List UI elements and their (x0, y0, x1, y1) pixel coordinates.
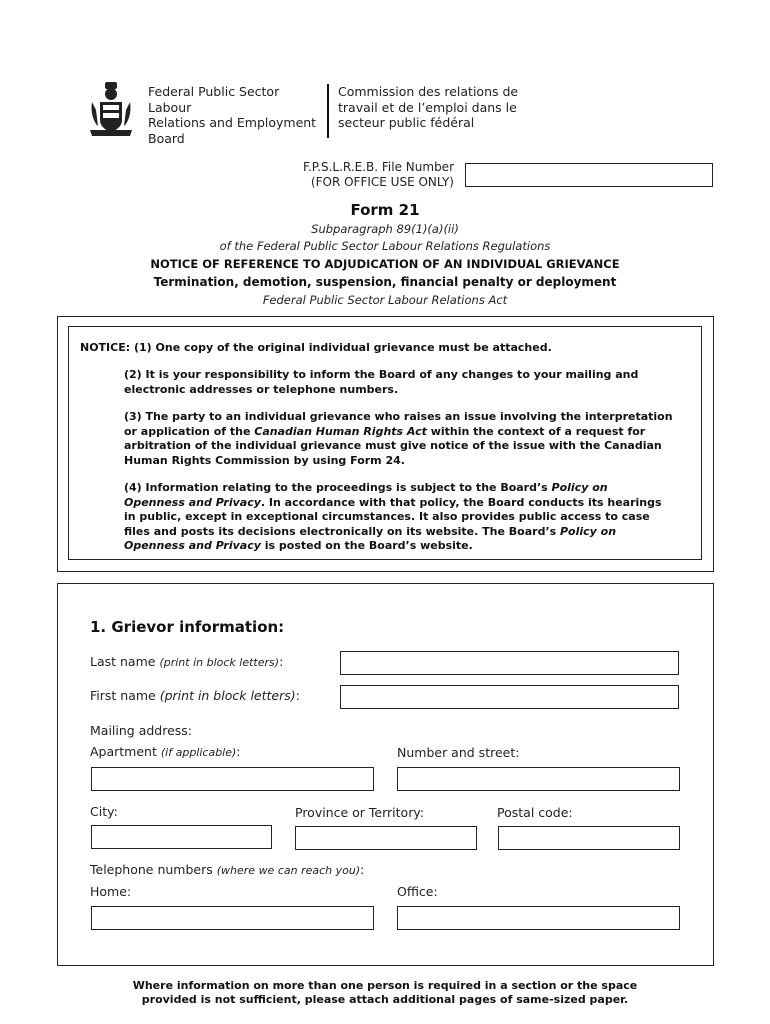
header-divider (327, 84, 329, 138)
subtitle: Termination, demotion, suspension, financial penalty or deployment (153, 275, 617, 289)
last-name-label: Last name (print in block letters): (90, 654, 284, 669)
number-street-label: Number and street: (397, 745, 520, 760)
office-label: Office: (397, 884, 438, 899)
notice-item-4: (4) Information relating to the proceedings is subject to the Board’s Policy on Openness and Privacy. In accordance with that policy, the Board conducts its hearings in public, except in exceptional circumstances. It also provides public access to case files and posts its decisions electronically on its website. The Board’s Policy on Openness and Privacy is posted on the Board’s website. (124, 481, 662, 552)
first-name-label: First name (print in block letters): (90, 688, 300, 703)
apartment-input[interactable] (91, 767, 374, 791)
coat-of-arms-icon (88, 80, 134, 138)
street-input[interactable] (397, 767, 680, 791)
file-number-label: F.P.S.L.R.E.B. File Number (FOR OFFICE USE ONLY) (303, 160, 454, 189)
first-name-input[interactable] (340, 685, 679, 709)
office-phone-input[interactable] (397, 906, 680, 930)
mailing-address-label: Mailing address: (90, 723, 193, 738)
french-org-name: Commission des relations de travail et de l’emploi dans le secteur public fédéral (338, 84, 519, 130)
postal-code-label: Postal code: (497, 805, 573, 820)
home-phone-input[interactable] (91, 906, 374, 930)
notice-item-2: (2) It is your responsibility to inform the Board of any changes to your mailing and electronic addresses or telephone numbers. (124, 368, 639, 396)
city-input[interactable] (91, 825, 272, 849)
notice-item-1: NOTICE: (1) One copy of the original individual grievance must be attached. (80, 341, 552, 354)
subparagraph: Subparagraph 89(1)(a)(ii) (311, 222, 459, 236)
notice-item-3: (3) The party to an individual grievance who raises an issue involving the interpretation or application of the Canadian Human Rights Act within the context of a request for arbitration of the individual grievance must give notice of the issue with the Canadian Human Rights Commission by using Form 24. (124, 410, 673, 467)
notice-title: NOTICE OF REFERENCE TO ADJUDICATION OF AN INDIVIDUAL GRIEVANCE (150, 257, 620, 271)
last-name-input[interactable] (340, 651, 679, 675)
file-number-field[interactable] (465, 163, 713, 187)
telephone-label: Telephone numbers (where we can reach you): (90, 862, 365, 877)
home-label: Home: (90, 884, 132, 899)
province-label: Province or Territory: (295, 805, 425, 820)
english-org-name: Federal Public Sector Labour Relations and Employment Board (148, 84, 317, 146)
act-name: Federal Public Sector Labour Relations Act (262, 293, 508, 307)
apartment-label: Apartment (if applicable): (90, 744, 241, 759)
section-heading: 1. Grievor information: (90, 618, 285, 636)
form-title: Form 21 (350, 201, 420, 219)
footer-note: Where information on more than one person is required in a section or the space provided is not sufficient, please attach additional pages of same-sized paper. (132, 979, 638, 1006)
province-input[interactable] (295, 826, 477, 850)
city-label: City: (90, 804, 118, 819)
postal-code-input[interactable] (498, 826, 680, 850)
regulations: of the Federal Public Sector Labour Relations Regulations (219, 239, 551, 253)
